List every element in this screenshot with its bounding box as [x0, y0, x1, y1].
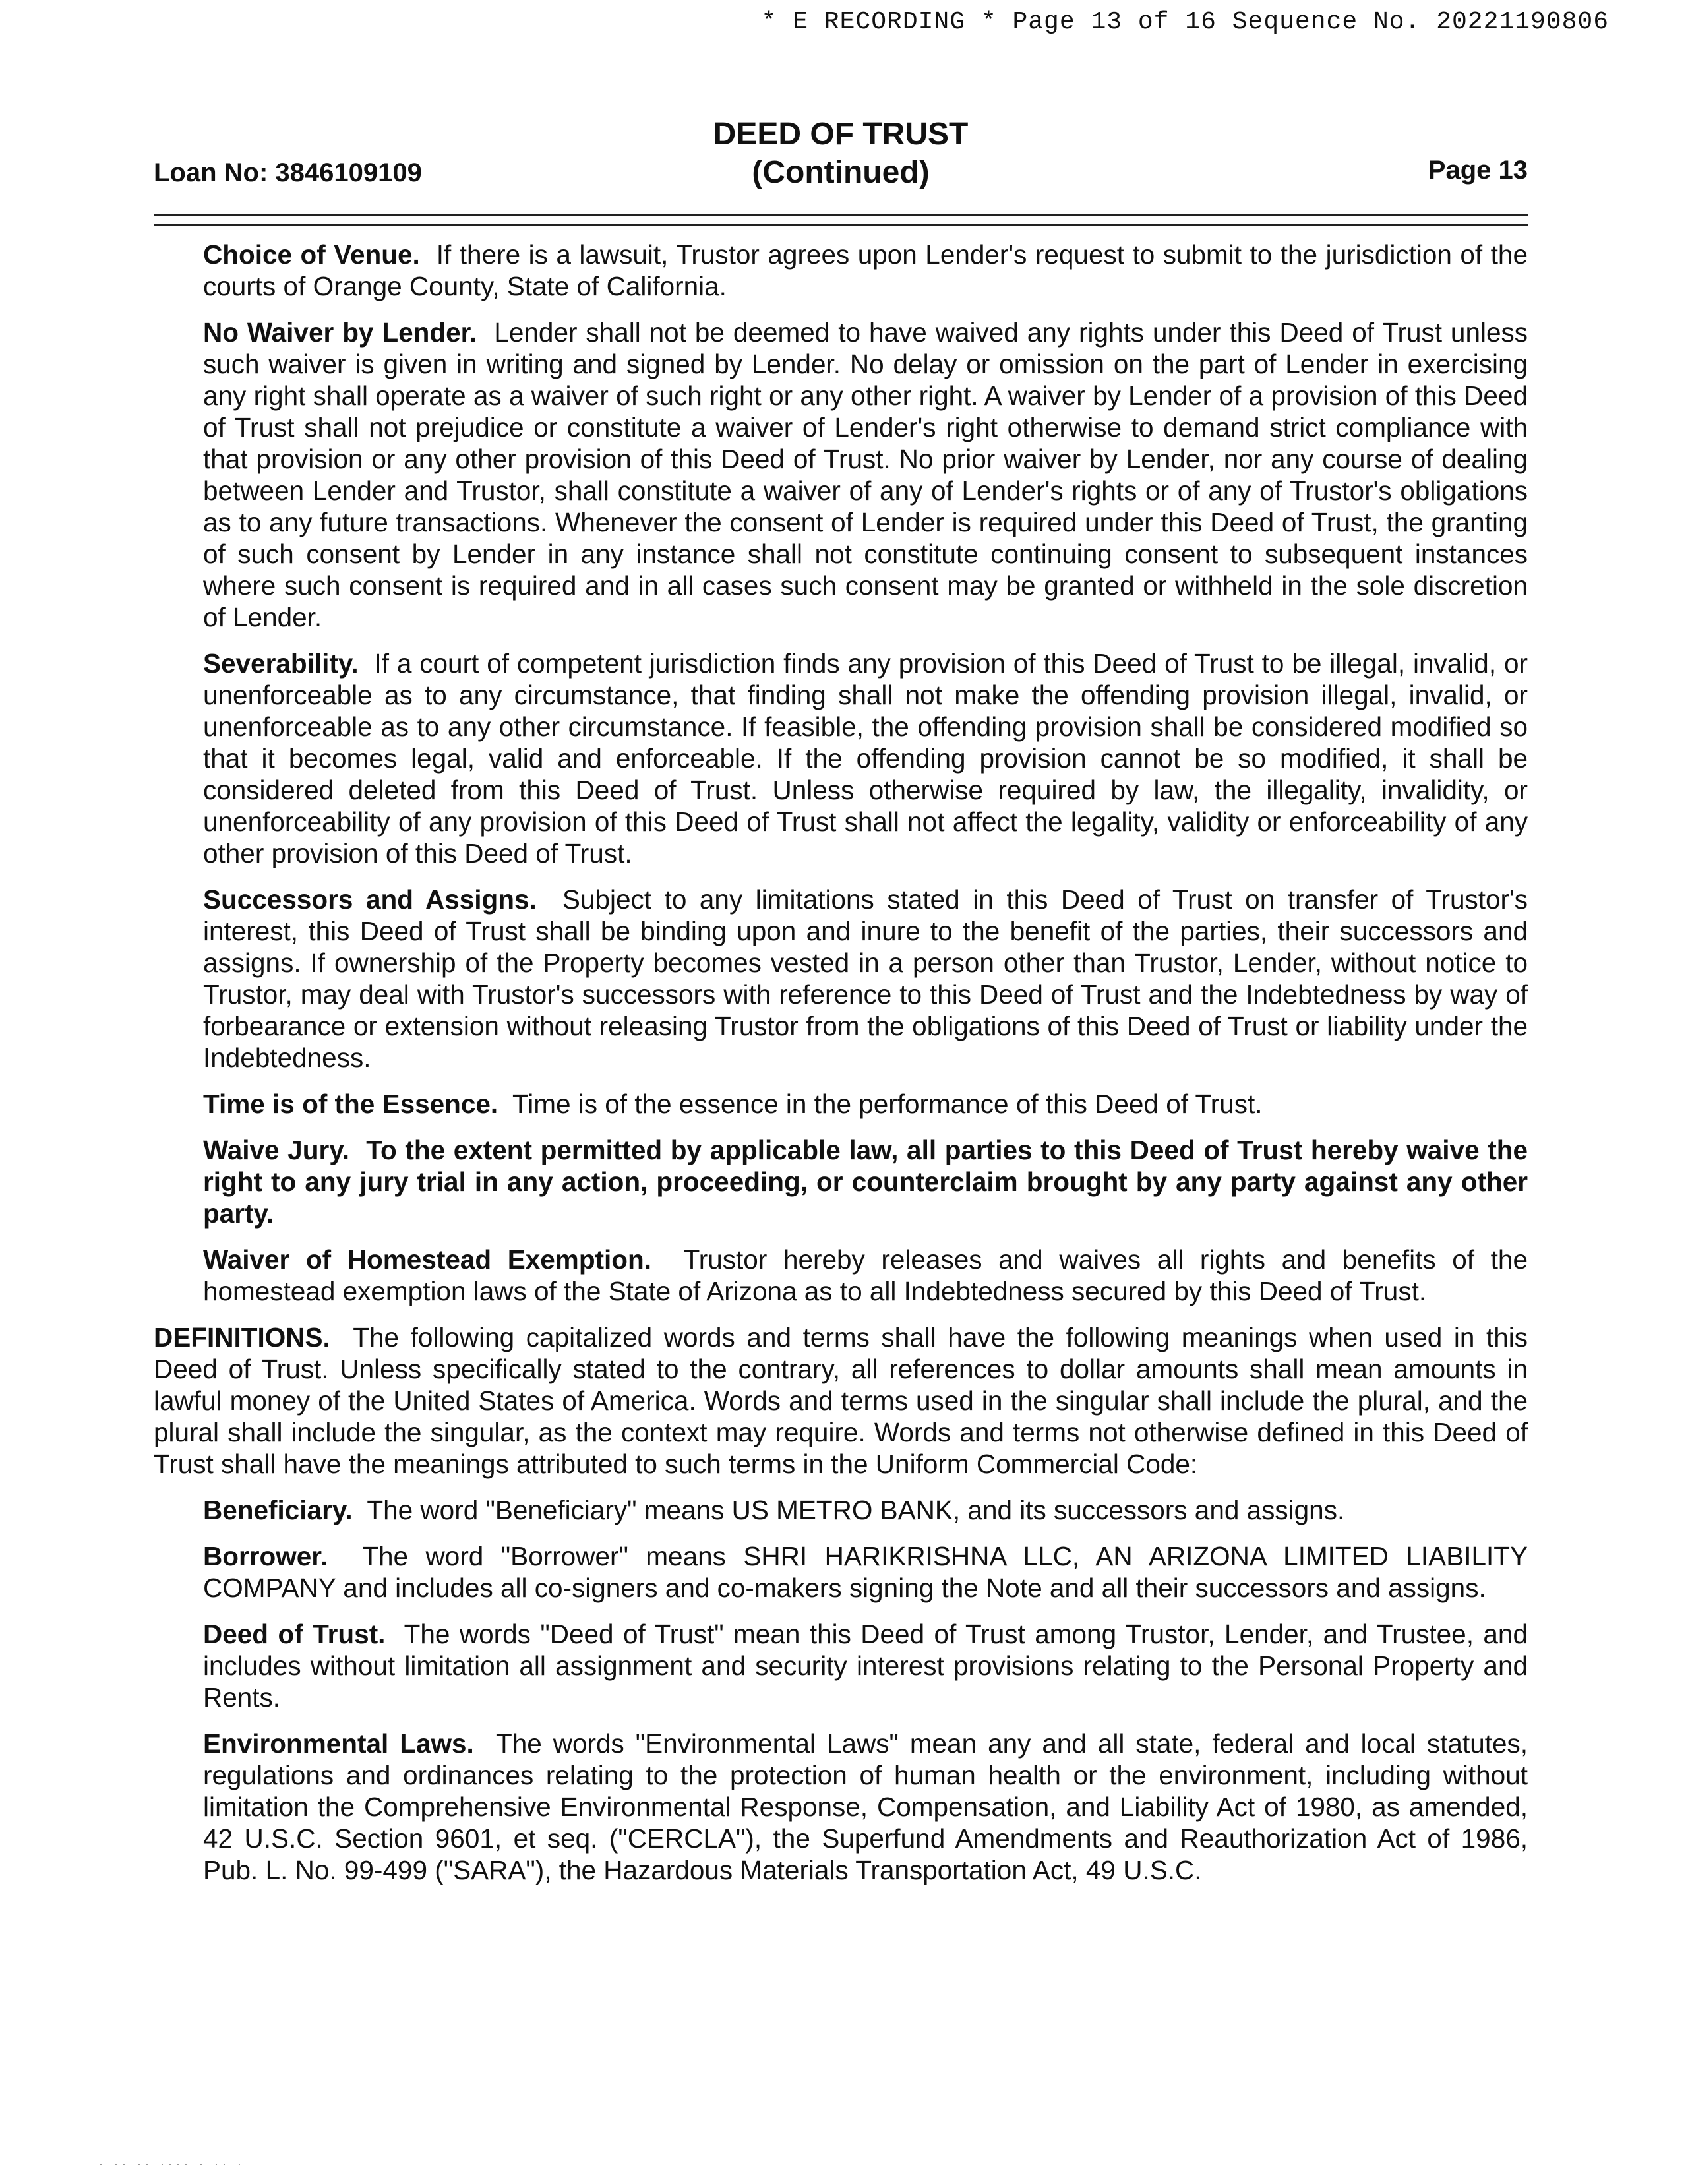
- title-line-2: (Continued): [752, 155, 930, 190]
- definition-label: Borrower.: [203, 1541, 328, 1571]
- section-label: Severability.: [203, 648, 359, 679]
- document-body: [154, 239, 1528, 1900]
- recording-stamp: * E RECORDING * Page 13 of 16 Sequence No. 20221190806: [761, 8, 1609, 36]
- section-choice-of-venue: [203, 239, 1528, 302]
- definition-text: The word "Beneficiary" means US METRO BANK, and its successors and assigns.: [367, 1495, 1345, 1525]
- loan-number: Loan No: 3846109109: [154, 158, 422, 187]
- section-label: No Waiver by Lender.: [203, 317, 477, 348]
- section-label: Choice of Venue.: [203, 239, 420, 270]
- definitions-text: The following capitalized words and terms shall have the following meanings when used in this Deed of Trust. Unless specifically stated to the contrary, all references to dollar amounts shall mean amounts in lawful money of the United States of America. Words and terms used in the singular shall include the plural, and the plural shall include the singular, as the context may require. Words and terms not otherwise defined in this Deed of Trust shall have the meanings attributed to such terms in the Uniform Commercial Code:: [154, 1322, 1528, 1479]
- section-text: Time is of the essence in the performance of this Deed of Trust.: [512, 1089, 1263, 1119]
- definition-label: Environmental Laws.: [203, 1728, 474, 1759]
- section-label: Successors and Assigns.: [203, 884, 537, 915]
- section-homestead: [203, 1244, 1528, 1307]
- definitions-label: DEFINITIONS.: [154, 1322, 330, 1352]
- section-successors: [203, 884, 1528, 1074]
- definition-text: The word "Borrower" means SHRI HARIKRISHNA LLC, AN ARIZONA LIMITED LIABILITY COMPANY and includes all co-signers and co-makers signing the Note and all their successors and assigns.: [203, 1541, 1528, 1603]
- page-header: [154, 115, 1528, 195]
- section-waive-jury: [203, 1134, 1528, 1229]
- section-text: To the extent permitted by applicable law, all parties to this Deed of Trust hereby waive the right to any jury trial in any action, proceeding, or counterclaim brought by any party against any other party.: [203, 1135, 1528, 1228]
- definition-text: The words "Deed of Trust" mean this Deed of Trust among Trustor, Lender, and Trustee, and includes without limitation all assignment and security interest provisions relating to the Personal Property and Rents.: [203, 1619, 1528, 1713]
- section-time-essence: [203, 1088, 1528, 1120]
- scan-artifacts: · ·· ·· ···· · ·· ·: [99, 2157, 245, 2170]
- definition-beneficiary: [203, 1494, 1528, 1526]
- definition-text: The words "Environmental Laws" mean any and all state, federal and local statutes, regulations and ordinances relating to the protection of human health or the environment, including without limitation the Comprehensive Environmental Response, Compensation, and Liability Act of 1980, as amended, 42 U.S.C. Section 9601, et seq. ("CERCLA"), the Superfund Amendments and Reauthorization Act of 1986, Pub. L. No. 99-499 ("SARA"), the Hazardous Materials Transportation Act, 49 U.S.C.: [203, 1728, 1528, 1885]
- section-text: If there is a lawsuit, Trustor agrees upon Lender's request to submit to the jurisdiction of the courts of Orange County, State of California.: [203, 239, 1528, 301]
- definition-environmental-laws: [203, 1728, 1528, 1886]
- document-title: [154, 115, 1528, 192]
- definitions-intro: [154, 1321, 1528, 1480]
- section-text: Lender shall not be deemed to have waived any rights under this Deed of Trust unless such waiver is given in writing and signed by Lender. No delay or omission on the part of Lender in exercising any right shall operate as a waiver of such right or any other right. A waiver by Lender of a provision of this Deed of Trust shall not prejudice or constitute a waiver of Lender's right otherwise to demand strict compliance with that provision or any other provision of this Deed of Trust. No prior waiver by Lender, nor any course of dealing between Lender and Trustor, shall constitute a waiver of any of Lender's rights or of any of Trustor's obligations as to any future transactions. Whenever the consent of Lender is required under this Deed of Trust, the granting of such consent by Lender in any instance shall not constitute continuing consent to subsequent instances where such consent is required and in all cases such consent may be granted or withheld in the sole discretion of Lender.: [203, 317, 1528, 632]
- definition-label: Beneficiary.: [203, 1495, 353, 1525]
- page-number: Page 13: [1428, 156, 1528, 185]
- section-text: Subject to any limitations stated in this Deed of Trust on transfer of Trustor's interest, this Deed of Trust shall be binding upon and inure to the benefit of the parties, their successors and assigns. If ownership of the Property becomes vested in a person other than Trustor, Lender, without notice to Trustor, may deal with Trustor's successors with reference to this Deed of Trust and the Indebtedness by way of forbearance or extension without releasing Trustor from the obligations of this Deed of Trust or liability under the Indebtedness.: [203, 884, 1528, 1073]
- definition-label: Deed of Trust.: [203, 1619, 386, 1649]
- section-text: If a court of competent jurisdiction finds any provision of this Deed of Trust to be illegal, invalid, or unenforceable as to any circumstance, that finding shall not make the offending provision illegal, invalid, or unenforceable as to any other circumstance. If feasible, the offending provision shall be considered modified so that it becomes legal, valid and enforceable. If the offending provision cannot be so modified, it shall be considered deleted from this Deed of Trust. Unless otherwise required by law, the illegality, invalidity, or unenforceability of any provision of this Deed of Trust shall not affect the legality, validity or enforceability of any other provision of this Deed of Trust.: [203, 648, 1528, 868]
- definition-deed-of-trust: [203, 1618, 1528, 1713]
- section-label: Waive Jury.: [203, 1135, 349, 1165]
- section-label: Time is of the Essence.: [203, 1089, 498, 1119]
- title-line-1: DEED OF TRUST: [713, 117, 969, 152]
- section-severability: [203, 648, 1528, 869]
- definition-borrower: [203, 1540, 1528, 1604]
- header-divider: [154, 214, 1528, 226]
- section-text: Trustor hereby releases and waives all rights and benefits of the homestead exemption laws of the State of Arizona as to all Indebtedness secured by this Deed of Trust.: [203, 1244, 1528, 1306]
- section-label: Waiver of Homestead Exemption.: [203, 1244, 652, 1275]
- section-no-waiver: [203, 317, 1528, 633]
